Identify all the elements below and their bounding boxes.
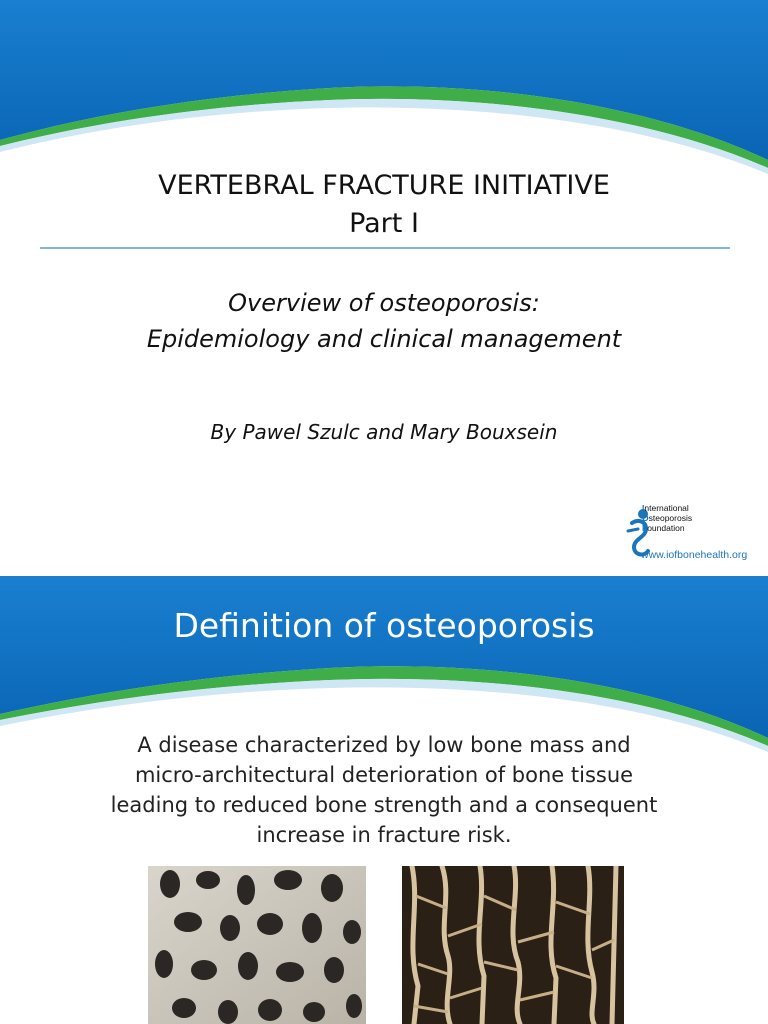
- logo-initial-f: F: [642, 523, 648, 533]
- logo-wordmark: [642, 503, 692, 533]
- definition-line-2: micro-architectural deterioration of bone tissue: [134, 763, 634, 787]
- authors: By Pawel Szulc and Mary Bouxsein: [210, 420, 558, 444]
- slide-title-line-1: VERTEBRAL FRACTURE INITIATIVE: [158, 170, 610, 201]
- title-divider: [40, 247, 730, 249]
- logo-initial-i: I: [642, 503, 645, 513]
- definition-slide: [0, 576, 768, 1024]
- definition-line-1: A disease characterized by low bone mass and: [137, 733, 631, 757]
- definition-line-3: leading to reduced bone strength and a consequent: [110, 793, 658, 817]
- slide-title-line-2: Part I: [349, 208, 419, 239]
- iof-logo: [624, 503, 768, 567]
- normal-bone-image: [148, 866, 366, 1024]
- subtitle-line-2: Epidemiology and clinical management: [146, 325, 622, 353]
- definition-text: [80, 730, 688, 850]
- logo-url[interactable]: www.iofbonehealth.org: [641, 549, 748, 561]
- logo-word-2: steoporosis: [648, 513, 693, 523]
- logo-word-1: nternational: [644, 503, 689, 513]
- logo-word-3: oundation: [647, 523, 685, 533]
- slide-title: Definition of osteoporosis: [173, 606, 595, 645]
- definition-line-4: increase in fracture risk.: [256, 823, 512, 847]
- logo-initial-o: O: [642, 513, 649, 523]
- subtitle-line-1: Overview of osteoporosis:: [228, 289, 540, 317]
- osteoporotic-bone-image: [402, 866, 624, 1024]
